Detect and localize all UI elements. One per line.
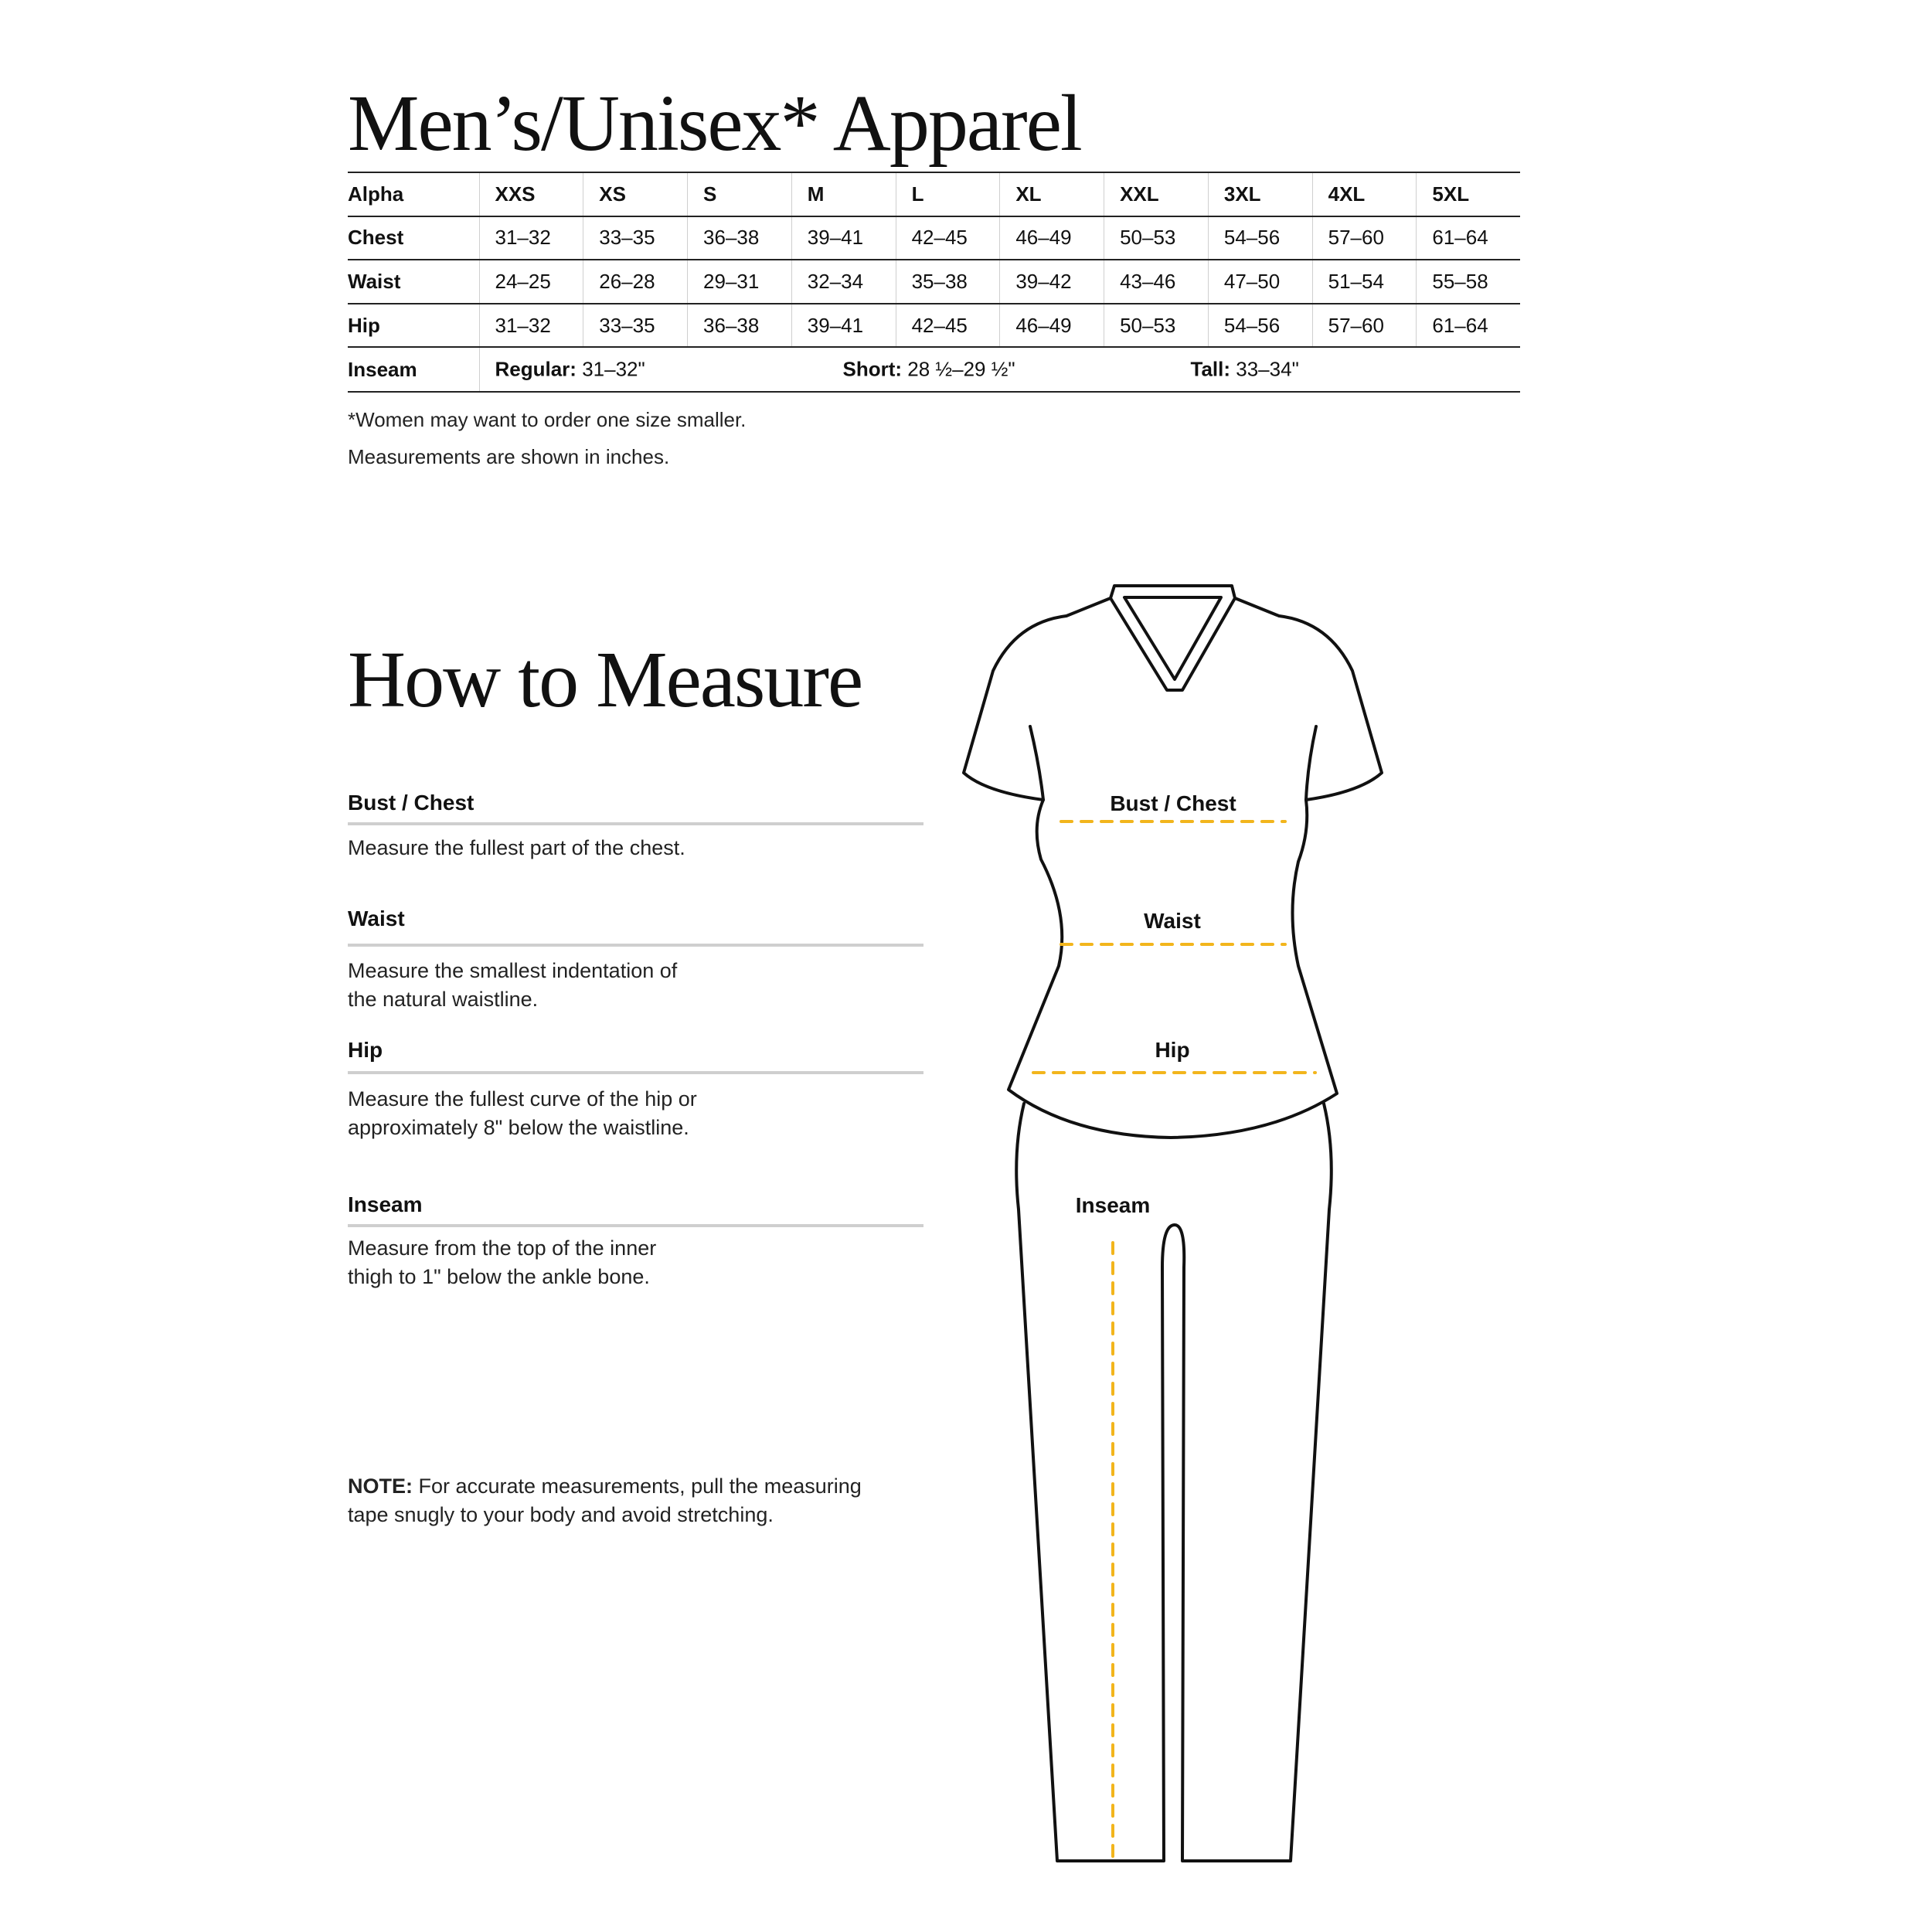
inseam-tall-value: 33–34": [1236, 357, 1299, 381]
description-line: approximately 8" below the waistline.: [348, 1116, 689, 1139]
note-prefix: NOTE:: [348, 1475, 413, 1498]
row-label: Inseam: [348, 347, 479, 392]
inseam-short: [843, 358, 1015, 382]
size-header-cell: S: [688, 172, 792, 216]
waist-row: [348, 260, 1520, 304]
note-line: tape snugly to your body and avoid stretching.: [348, 1503, 774, 1526]
measurement-figure: [958, 572, 1406, 1870]
women-size-note: *Women may want to order one size smaller.: [348, 408, 747, 431]
measurement-lines: [1033, 821, 1315, 1859]
size-header-cell: XXL: [1104, 172, 1209, 216]
table-cell: 43–46: [1104, 260, 1209, 304]
hip-rule: [348, 1071, 923, 1074]
table-cell: 39–41: [791, 304, 896, 348]
table-cell: 32–34: [791, 260, 896, 304]
table-cell: 24–25: [479, 260, 583, 304]
inseam-rule: [348, 1224, 923, 1227]
inseam-tall: [1191, 358, 1299, 382]
hip-description: [348, 1085, 697, 1142]
description-line: the natural waistline.: [348, 988, 539, 1011]
table-cell: 54–56: [1208, 216, 1312, 260]
bust-chest-description: [348, 834, 685, 862]
table-cell: 57–60: [1312, 304, 1417, 348]
inseam-tall-label: Tall:: [1190, 357, 1231, 381]
note-text: For accurate measurements, pull the measuring: [413, 1475, 862, 1498]
size-chart-table: [348, 172, 1520, 393]
waist-figure-label: Waist: [1144, 909, 1201, 933]
size-header-row: [348, 172, 1520, 216]
table-cell: 39–42: [1000, 260, 1104, 304]
table-cell: 54–56: [1208, 304, 1312, 348]
table-cell: 47–50: [1208, 260, 1312, 304]
table-cell: 61–64: [1417, 216, 1520, 260]
table-cell: 33–35: [583, 304, 688, 348]
waist-heading: Waist: [348, 906, 405, 930]
table-cell: 57–60: [1312, 216, 1417, 260]
inseam-heading: Inseam: [348, 1192, 423, 1216]
how-to-measure-title: How to Measure: [348, 635, 862, 724]
note-line: [348, 1472, 862, 1501]
table-cell: 33–35: [583, 216, 688, 260]
shirt-collar-inner: [1124, 597, 1221, 679]
table-cell: 50–53: [1104, 304, 1209, 348]
size-header-cell: 4XL: [1312, 172, 1417, 216]
table-cell: 42–45: [896, 304, 1000, 348]
inseam-figure-label: Inseam: [1075, 1193, 1151, 1217]
description-line: Measure the fullest part of the chest.: [348, 836, 685, 859]
units-note: Measurements are shown in inches.: [348, 445, 670, 468]
table-cell: 35–38: [896, 260, 1000, 304]
table-cell: 55–58: [1417, 260, 1520, 304]
size-header-cell: XXS: [479, 172, 583, 216]
inseam-description: [348, 1234, 656, 1291]
table-cell: 42–45: [896, 216, 1000, 260]
inseam-short-value: 28 ½–29 ½": [907, 357, 1015, 381]
table-cell: 29–31: [688, 260, 792, 304]
table-cell: 26–28: [583, 260, 688, 304]
table-cell: 39–41: [791, 216, 896, 260]
row-label: Hip: [348, 304, 479, 348]
size-header-cell: L: [896, 172, 1000, 216]
inseam-values: [479, 347, 1520, 392]
size-chart-title: Men’s/Unisex* Apparel: [348, 79, 1081, 168]
size-header-cell: M: [791, 172, 896, 216]
description-line: thigh to 1" below the ankle bone.: [348, 1265, 650, 1288]
table-cell: 31–32: [479, 216, 583, 260]
hip-row: [348, 304, 1520, 348]
pants-body: [1016, 1104, 1332, 1861]
table-cell: 51–54: [1312, 260, 1417, 304]
size-header-cell: 5XL: [1417, 172, 1520, 216]
inseam-regular: [495, 358, 645, 382]
hip-heading: Hip: [348, 1038, 383, 1062]
inseam-regular-label: Regular:: [495, 357, 577, 381]
description-line: Measure from the top of the inner: [348, 1236, 657, 1260]
table-cell: 31–32: [479, 304, 583, 348]
description-line: Measure the fullest curve of the hip or: [348, 1087, 697, 1111]
description-line: Measure the smallest indentation of: [348, 959, 678, 982]
inseam-short-label: Short:: [842, 357, 903, 381]
left-arm-line: [1030, 726, 1043, 800]
table-cell: 61–64: [1417, 304, 1520, 348]
table-cell: 46–49: [1000, 304, 1104, 348]
alpha-header: Alpha: [348, 172, 479, 216]
chest-figure-label: Bust / Chest: [1110, 791, 1236, 815]
right-arm-line: [1306, 726, 1316, 800]
table-cell: 46–49: [1000, 216, 1104, 260]
chest-row: [348, 216, 1520, 260]
measuring-note: [348, 1472, 862, 1529]
size-header-cell: XL: [1000, 172, 1104, 216]
inseam-row: [348, 347, 1520, 392]
pants-outline: [1016, 1104, 1332, 1861]
size-header-cell: 3XL: [1208, 172, 1312, 216]
table-cell: 36–38: [688, 304, 792, 348]
waist-description: [348, 957, 677, 1014]
inseam-regular-value: 31–32": [582, 357, 645, 381]
waist-rule: [348, 944, 923, 947]
size-header-cell: XS: [583, 172, 688, 216]
hip-figure-label: Hip: [1155, 1038, 1190, 1062]
bust-chest-rule: [348, 822, 923, 825]
row-label: Waist: [348, 260, 479, 304]
table-cell: 36–38: [688, 216, 792, 260]
table-cell: 50–53: [1104, 216, 1209, 260]
bust-chest-heading: Bust / Chest: [348, 791, 474, 815]
row-label: Chest: [348, 216, 479, 260]
